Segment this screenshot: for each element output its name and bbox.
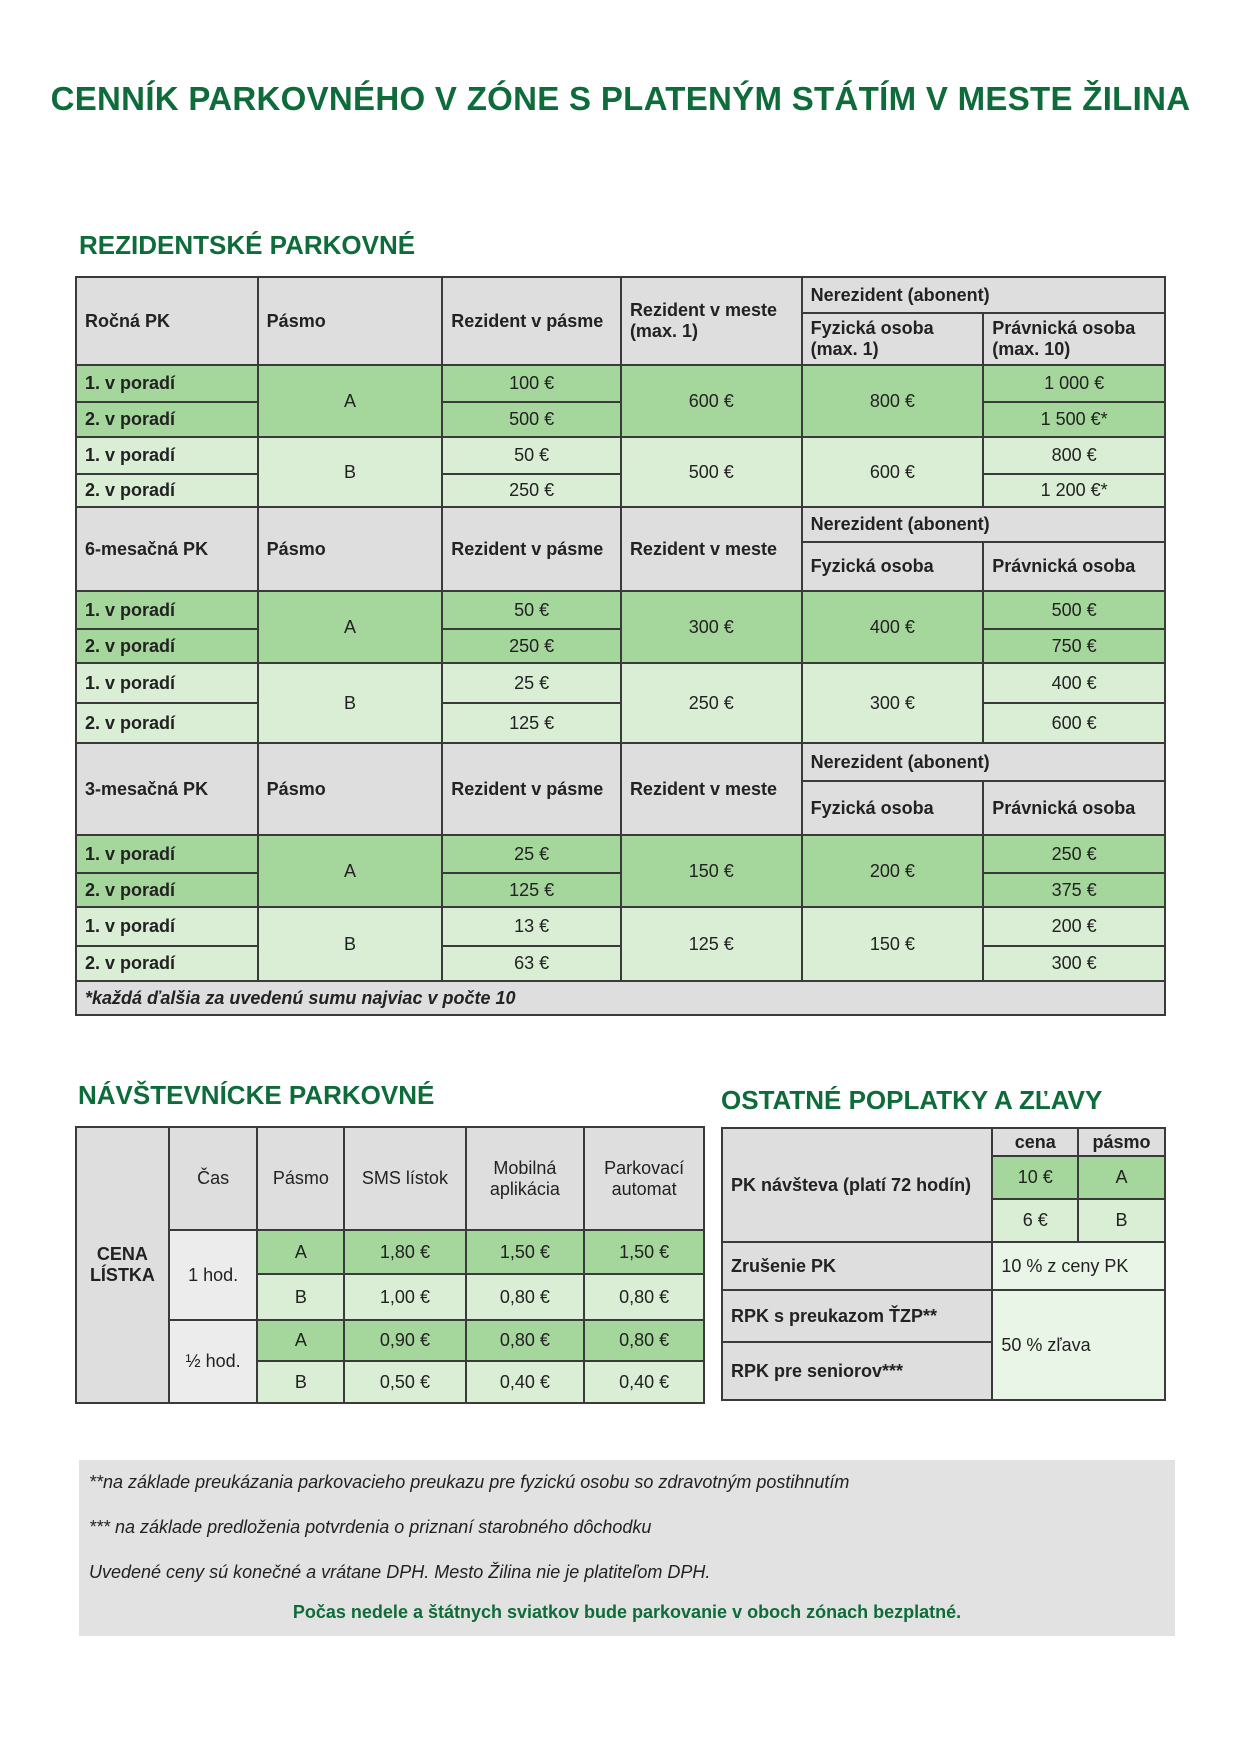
- price-cell: 750 €: [983, 629, 1165, 663]
- zone-b: B: [258, 907, 443, 981]
- zone-a: A: [258, 591, 443, 663]
- page-title: CENNÍK PARKOVNÉHO V ZÓNE S PLATENÝM STÁTÍM V MESTE ŽILINA: [50, 80, 1191, 117]
- resident-section-title: REZIDENTSKÉ PARKOVNÉ: [79, 230, 416, 260]
- note-senior: *** na základe predloženia potvrdenia o priznaní starobného dôchodku: [89, 1517, 652, 1537]
- resident-price-table: [75, 276, 1166, 1016]
- header-physical: Fyzická osoba: [802, 542, 984, 591]
- price-cell: 250 €: [621, 663, 802, 743]
- price-cell: 300 €: [621, 591, 802, 663]
- zone-a: A: [258, 365, 443, 437]
- price-cell: 0,40 €: [466, 1361, 585, 1403]
- header-resident-city: Rezident v meste: [621, 743, 802, 835]
- time-half-hour: ½ hod.: [169, 1320, 258, 1403]
- price-cell: 300 €: [802, 663, 984, 743]
- six-month-label: 6-mesačná PK: [76, 507, 258, 591]
- zone-b: B: [258, 663, 443, 743]
- header-zone: Pásmo: [258, 277, 443, 365]
- price-cell: 300 €: [983, 946, 1165, 981]
- price-cell: 250 €: [442, 629, 621, 663]
- price-cell: 1,50 €: [584, 1230, 704, 1274]
- header-time: Čas: [169, 1127, 258, 1230]
- visit-card-label: PK návšteva (platí 72 hodín): [722, 1128, 992, 1242]
- order-first: 1. v poradí: [76, 835, 258, 873]
- order-second: 2. v poradí: [76, 873, 258, 907]
- price-cell: 13 €: [442, 907, 621, 946]
- ztp-label: RPK s preukazom ŤZP**: [722, 1290, 992, 1342]
- header-resident-city-max: Rezident v meste (max. 1): [621, 277, 802, 365]
- header-zone: Pásmo: [258, 507, 443, 591]
- price-cell: 250 €: [983, 835, 1165, 873]
- order-second: 2. v poradí: [76, 474, 258, 507]
- header-nonresident: Nerezident (abonent): [802, 507, 1165, 542]
- order-second: 2. v poradí: [76, 629, 258, 663]
- header-mobile-app: Mobilná aplikácia: [466, 1127, 585, 1230]
- header-zone: Pásmo: [257, 1127, 344, 1230]
- order-second: 2. v poradí: [76, 703, 258, 743]
- price-cell: 500 €: [621, 437, 802, 507]
- note-free-parking: Počas nedele a štátnych sviatkov bude parkovanie v oboch zónach bezplatné.: [292, 1602, 962, 1622]
- header-zone: Pásmo: [258, 743, 443, 835]
- price-cell: 1 500 €*: [983, 402, 1165, 437]
- cancel-label: Zrušenie PK: [722, 1242, 992, 1290]
- note-vat: Uvedené ceny sú konečné a vrátane DPH. Mesto Žilina nie je platiteľom DPH.: [89, 1562, 711, 1582]
- visit-a-price: 10 €: [992, 1156, 1078, 1199]
- price-cell: 50 €: [442, 591, 621, 629]
- price-cell: 0,90 €: [344, 1320, 465, 1361]
- price-cell: 400 €: [983, 663, 1165, 703]
- price-cell: 50 €: [442, 437, 621, 474]
- price-cell: 150 €: [802, 907, 984, 981]
- price-cell: 1,80 €: [344, 1230, 465, 1274]
- price-cell: 800 €: [983, 437, 1165, 474]
- price-cell: 0,80 €: [466, 1320, 585, 1361]
- other-fees-section-title: OSTATNÉ POPLATKY A ZĽAVY: [721, 1085, 1103, 1115]
- price-cell: 1 200 €*: [983, 474, 1165, 507]
- time-1-hour: 1 hod.: [169, 1230, 258, 1320]
- price-cell: 150 €: [621, 835, 802, 907]
- price-cell: 500 €: [442, 402, 621, 437]
- price-cell: 125 €: [442, 873, 621, 907]
- header-nonresident: Nerezident (abonent): [802, 743, 1165, 781]
- resident-footnote: *každá ďalšia za uvedenú sumu najviac v počte 10: [76, 981, 1165, 1015]
- cancel-value: 10 % z ceny PK: [992, 1242, 1165, 1290]
- header-nonresident: Nerezident (abonent): [802, 277, 1165, 313]
- price-cell: 0,80 €: [584, 1274, 704, 1320]
- ticket-price-label: CENA LÍSTKA: [76, 1127, 169, 1403]
- price-cell: 250 €: [442, 474, 621, 507]
- price-cell: 0,80 €: [584, 1320, 704, 1361]
- price-cell: 600 €: [802, 437, 984, 507]
- header-resident-zone: Rezident v pásme: [442, 743, 621, 835]
- header-zone: pásmo: [1078, 1128, 1165, 1156]
- price-cell: 0,80 €: [466, 1274, 585, 1320]
- price-cell: 100 €: [442, 365, 621, 402]
- visit-a-zone: A: [1078, 1156, 1165, 1199]
- price-cell: 63 €: [442, 946, 621, 981]
- order-second: 2. v poradí: [76, 946, 258, 981]
- price-cell: 25 €: [442, 835, 621, 873]
- visitor-price-table: [75, 1126, 705, 1404]
- order-second: 2. v poradí: [76, 402, 258, 437]
- header-resident-city: Rezident v meste: [621, 507, 802, 591]
- price-cell: 1,50 €: [466, 1230, 585, 1274]
- price-cell: 200 €: [983, 907, 1165, 946]
- header-legal: Právnická osoba: [983, 781, 1165, 835]
- header-parking-machine: Parkovací automat: [584, 1127, 704, 1230]
- annual-label: Ročná PK: [76, 277, 258, 365]
- header-legal-max: Právnická osoba (max. 10): [983, 313, 1165, 365]
- price-cell: 600 €: [983, 703, 1165, 743]
- header-physical-max: Fyzická osoba (max. 1): [802, 313, 984, 365]
- header-sms: SMS lístok: [344, 1127, 465, 1230]
- note-ztp: **na základe preukázania parkovacieho preukazu pre fyzickú osobu so zdravotným postihnutím: [89, 1472, 850, 1492]
- senior-label: RPK pre seniorov***: [722, 1342, 992, 1400]
- order-first: 1. v poradí: [76, 907, 258, 946]
- zone-b: B: [258, 437, 443, 507]
- price-cell: 0,50 €: [344, 1361, 465, 1403]
- price-cell: 1,00 €: [344, 1274, 465, 1320]
- price-cell: 500 €: [983, 591, 1165, 629]
- zone-a: A: [258, 835, 443, 907]
- price-cell: 375 €: [983, 873, 1165, 907]
- header-resident-zone: Rezident v pásme: [442, 507, 621, 591]
- price-cell: 125 €: [621, 907, 802, 981]
- visitor-section-title: NÁVŠTEVNÍCKE PARKOVNÉ: [78, 1080, 435, 1110]
- price-cell: 200 €: [802, 835, 984, 907]
- order-first: 1. v poradí: [76, 365, 258, 402]
- notes-box: [79, 1460, 1175, 1636]
- price-cell: 400 €: [802, 591, 984, 663]
- discount-value: 50 % zľava: [992, 1290, 1165, 1400]
- header-physical: Fyzická osoba: [802, 781, 984, 835]
- zone-cell: A: [257, 1320, 344, 1361]
- order-first: 1. v poradí: [76, 437, 258, 474]
- price-cell: 25 €: [442, 663, 621, 703]
- three-month-label: 3-mesačná PK: [76, 743, 258, 835]
- price-cell: 0,40 €: [584, 1361, 704, 1403]
- header-legal: Právnická osoba: [983, 542, 1165, 591]
- price-cell: 1 000 €: [983, 365, 1165, 402]
- price-cell: 600 €: [621, 365, 802, 437]
- header-resident-zone: Rezident v pásme: [442, 277, 621, 365]
- other-fees-table: [721, 1127, 1166, 1401]
- zone-cell: A: [257, 1230, 344, 1274]
- visit-b-zone: B: [1078, 1199, 1165, 1242]
- order-first: 1. v poradí: [76, 663, 258, 703]
- price-cell: 125 €: [442, 703, 621, 743]
- visit-b-price: 6 €: [992, 1199, 1078, 1242]
- price-cell: 800 €: [802, 365, 984, 437]
- zone-cell: B: [257, 1274, 344, 1320]
- order-first: 1. v poradí: [76, 591, 258, 629]
- zone-cell: B: [257, 1361, 344, 1403]
- header-price: cena: [992, 1128, 1078, 1156]
